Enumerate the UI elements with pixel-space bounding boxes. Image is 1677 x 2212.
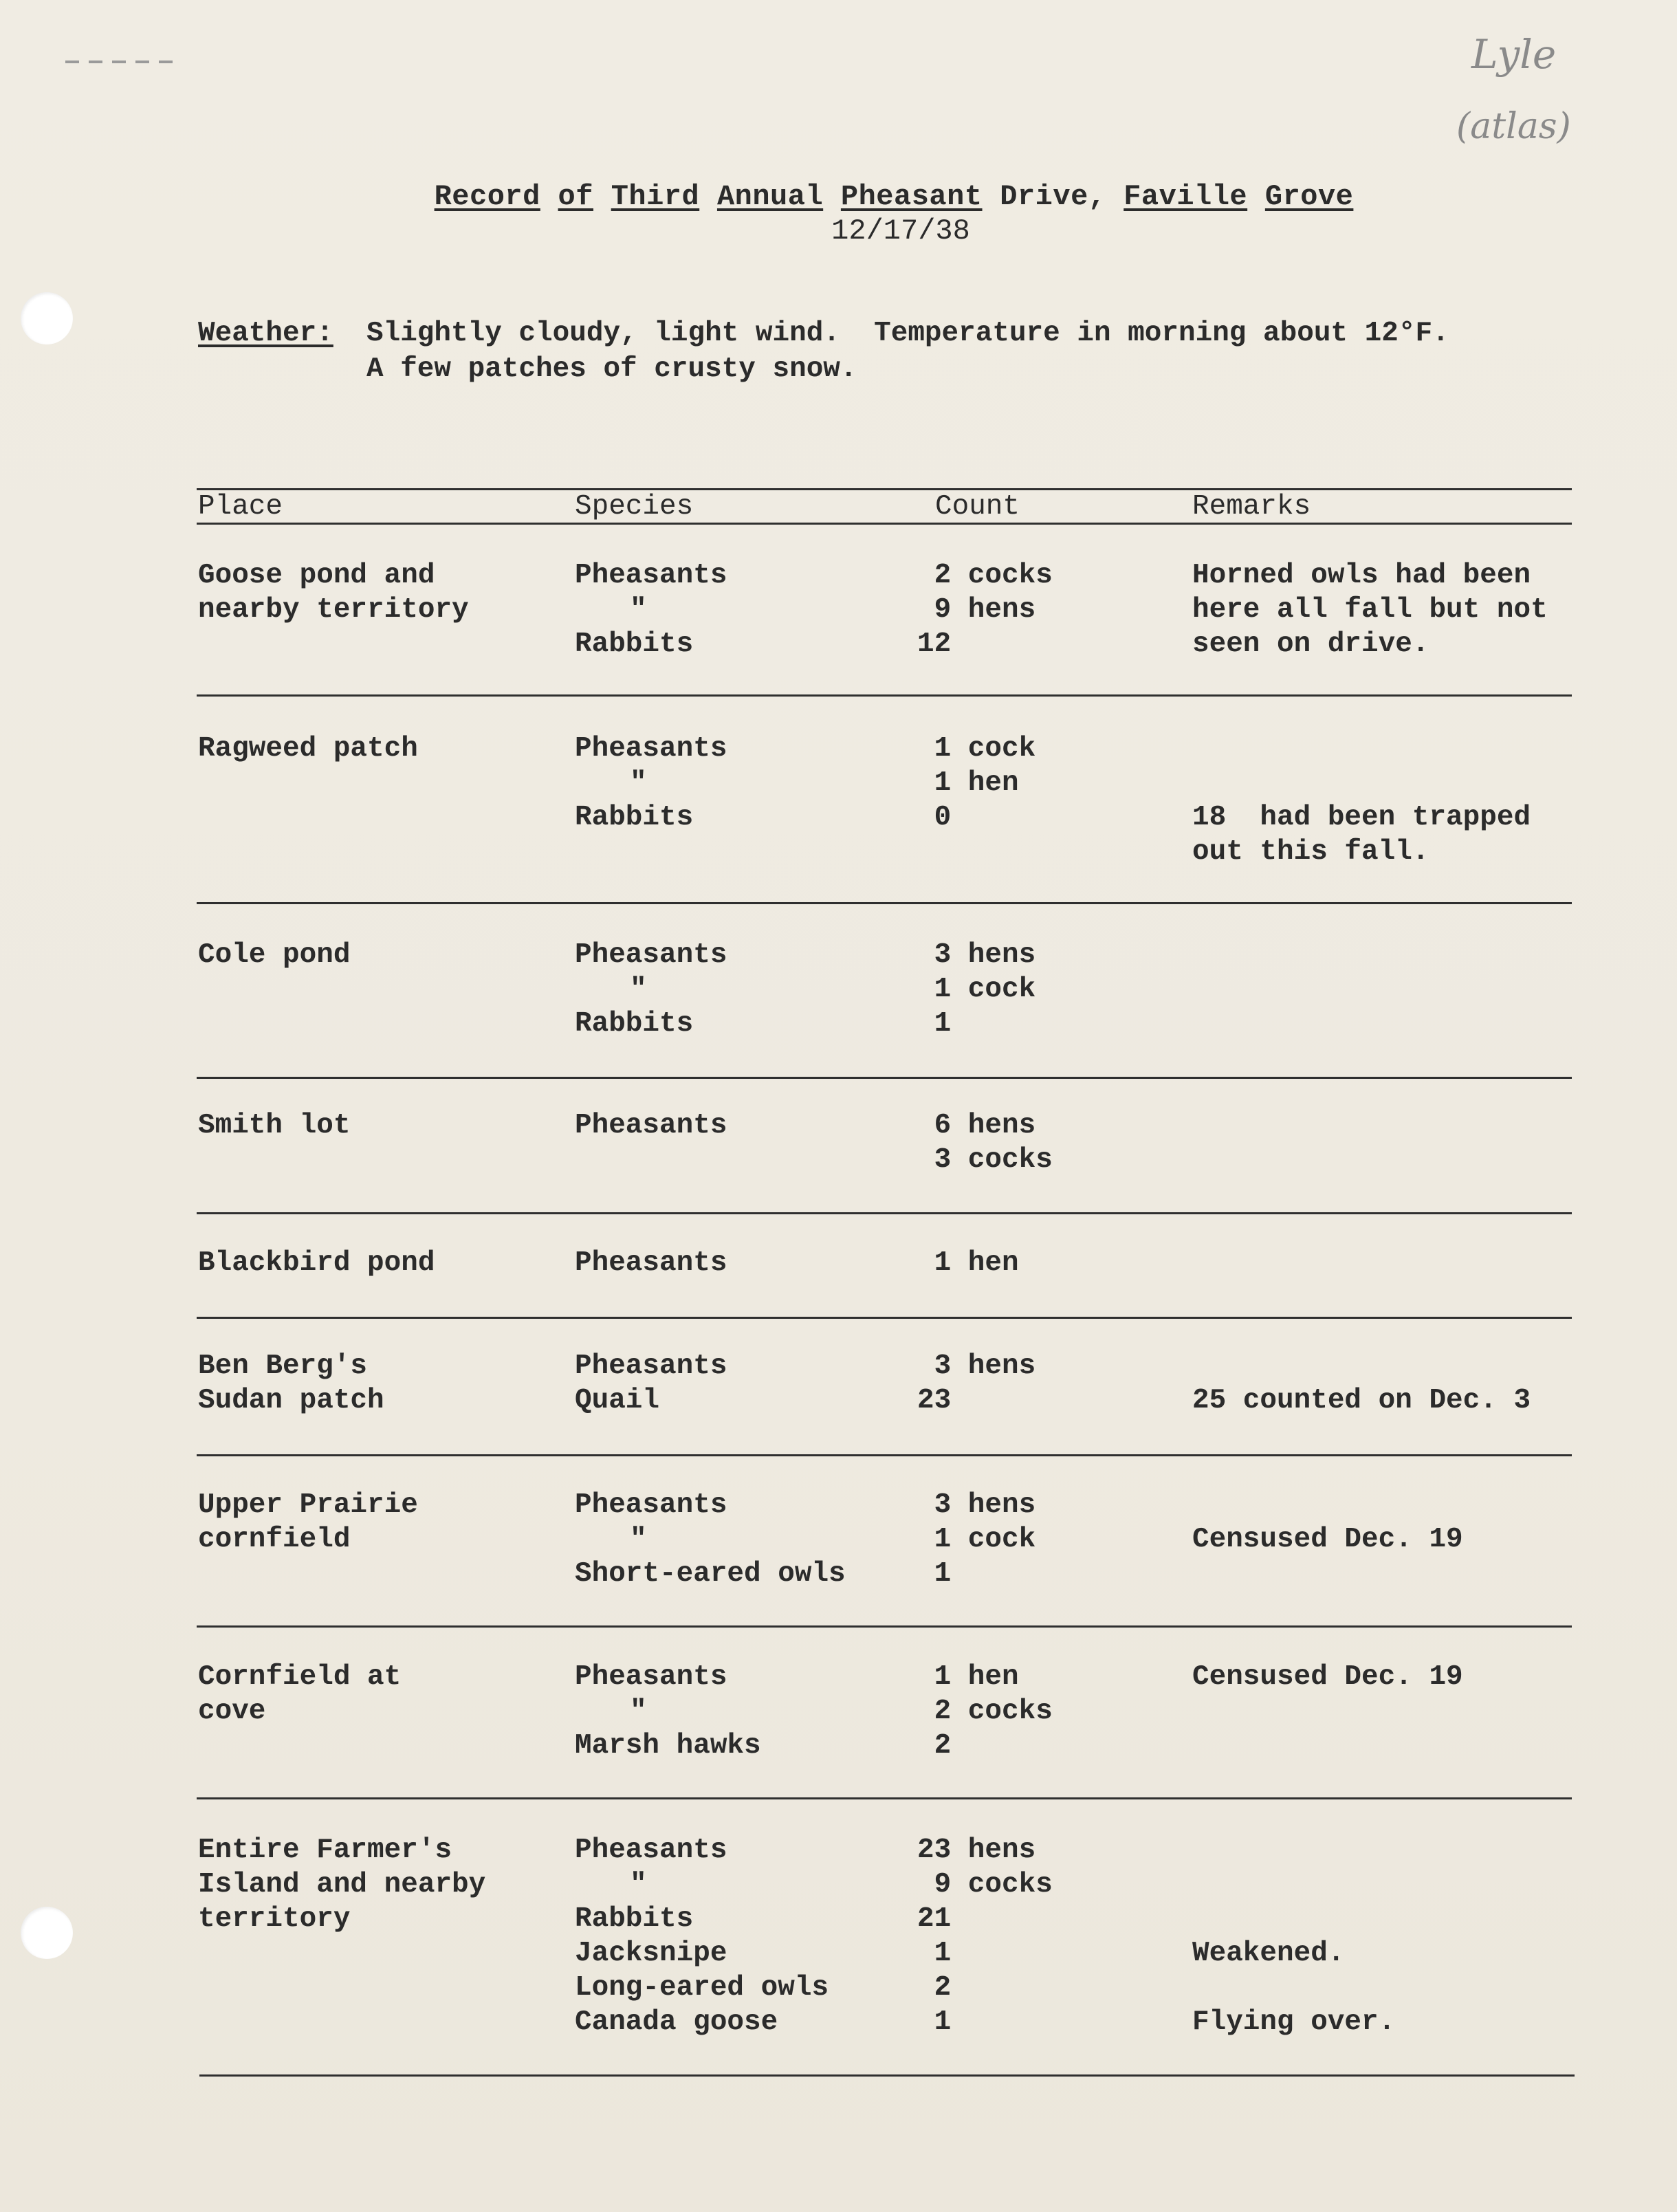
table-cell-count: 3 hens <box>917 1489 1036 1521</box>
table-cell-remarks: seen on drive. <box>1192 628 1429 660</box>
document-title <box>0 180 1677 213</box>
table-cell-species: Jacksnipe <box>575 1938 727 1969</box>
table-cell-count: 9 hens <box>917 594 1036 626</box>
table-cell-count: 9 cocks <box>917 1869 1053 1901</box>
table-cell-place: cornfield <box>198 1524 351 1555</box>
table-cell-count: 1 hen <box>917 767 1019 799</box>
table-cell-count: 2 <box>917 1972 952 2004</box>
table-cell-species: Pheasants <box>575 733 727 765</box>
column-header-remarks: Remarks <box>1192 491 1311 523</box>
table-cell-count: 3 hens <box>917 939 1036 971</box>
table-cell-species: Rabbits <box>575 628 694 660</box>
table-cell-species: Pheasants <box>575 939 727 971</box>
table-cell-remarks: Flying over. <box>1192 2006 1396 2038</box>
row-divider-rule <box>197 1797 1572 1799</box>
row-divider-rule <box>197 902 1572 904</box>
row-divider-rule <box>197 1317 1572 1319</box>
row-divider-rule <box>197 1454 1572 1456</box>
table-top-rule <box>197 488 1572 490</box>
title-word: Faville <box>1124 180 1248 213</box>
table-cell-remarks: Censused Dec. 19 <box>1192 1661 1463 1693</box>
table-cell-place: Smith lot <box>198 1110 351 1141</box>
table-cell-species: Pheasants <box>575 1350 727 1382</box>
title-word: of <box>558 180 593 213</box>
table-cell-species: Rabbits <box>575 1903 694 1935</box>
title-word: Drive, <box>1000 180 1106 213</box>
title-word: Third <box>611 180 700 213</box>
weather-label: Weather: <box>198 318 333 349</box>
table-cell-species: " <box>630 1696 647 1727</box>
punch-hole-top <box>21 292 73 344</box>
table-cell-count: 1 hen <box>917 1661 1019 1693</box>
table-cell-remarks: Weakened. <box>1192 1938 1345 1969</box>
table-cell-species: Pheasants <box>575 1110 727 1141</box>
table-cell-place: Cole pond <box>198 939 351 971</box>
table-cell-place: Entire Farmer's <box>198 1835 452 1866</box>
table-cell-count: 3 cocks <box>917 1144 1053 1176</box>
table-cell-species: Rabbits <box>575 802 694 833</box>
table-cell-place: Cornfield at <box>198 1661 402 1693</box>
table-cell-species: Quail <box>575 1385 660 1416</box>
table-cell-count: 1 cock <box>917 1524 1036 1555</box>
title-word: Record <box>434 180 540 213</box>
table-cell-species: " <box>630 594 647 626</box>
column-header-species: Species <box>575 491 694 523</box>
table-cell-species: Pheasants <box>575 1247 727 1279</box>
table-cell-count: 23 hens <box>917 1835 1036 1866</box>
table-cell-species: " <box>630 974 647 1005</box>
table-cell-species: Short-eared owls <box>575 1558 846 1590</box>
table-cell-place: Island and nearby <box>198 1869 486 1901</box>
table-cell-place: territory <box>198 1903 351 1935</box>
table-cell-species: " <box>630 767 647 799</box>
weather-line-2: A few patches of crusty snow. <box>366 353 857 385</box>
table-cell-count: 2 cocks <box>917 560 1053 591</box>
header-bottom-rule <box>197 523 1572 525</box>
handwritten-annotation: (atlas) <box>1456 106 1571 147</box>
table-cell-remarks: Horned owls had been <box>1192 560 1531 591</box>
table-cell-place: Goose pond and <box>198 560 435 591</box>
table-cell-count: 1 <box>917 1938 952 1969</box>
row-divider-rule <box>197 694 1572 697</box>
table-cell-place: cove <box>198 1696 266 1727</box>
document-date: 12/17/38 <box>831 215 970 248</box>
title-word: Grove <box>1264 180 1354 213</box>
table-cell-remarks: out this fall. <box>1192 836 1429 868</box>
table-cell-species: " <box>630 1524 647 1555</box>
pencil-mark <box>65 61 175 63</box>
table-cell-count: 1 cock <box>917 974 1036 1005</box>
handwritten-name: Lyle <box>1471 31 1557 78</box>
table-cell-species: Canada goose <box>575 2006 778 2038</box>
table-cell-count: 6 hens <box>917 1110 1036 1141</box>
table-cell-species: Rabbits <box>575 1008 694 1040</box>
table-cell-species: Pheasants <box>575 1661 727 1693</box>
table-cell-count: 1 <box>917 1008 952 1040</box>
table-cell-remarks: here all fall but not <box>1192 594 1548 626</box>
table-cell-place: Sudan patch <box>198 1385 384 1416</box>
table-cell-count: 1 cock <box>917 733 1036 765</box>
table-cell-count: 0 <box>917 802 952 833</box>
table-cell-count: 1 hen <box>917 1247 1019 1279</box>
table-cell-place: nearby territory <box>198 594 469 626</box>
table-cell-count: 2 <box>917 1730 952 1762</box>
table-cell-count: 23 <box>917 1385 952 1416</box>
row-divider-rule <box>197 1212 1572 1214</box>
table-cell-species: Marsh hawks <box>575 1730 761 1762</box>
table-cell-count: 2 cocks <box>917 1696 1053 1727</box>
table-cell-remarks: 25 counted on Dec. 3 <box>1192 1385 1531 1416</box>
table-cell-species: Pheasants <box>575 560 727 591</box>
row-divider-rule <box>197 1625 1572 1628</box>
table-cell-count: 3 hens <box>917 1350 1036 1382</box>
title-word: Annual <box>716 180 824 213</box>
weather-line-1: Slightly cloudy, light wind. Temperature in morning about 12°F. <box>366 318 1449 349</box>
table-cell-place: Upper Prairie <box>198 1489 418 1521</box>
table-cell-place: Blackbird pond <box>198 1247 435 1279</box>
table-cell-remarks: 18 had been trapped <box>1192 802 1531 833</box>
column-header-count: Count <box>935 491 1020 523</box>
table-cell-species: Pheasants <box>575 1489 727 1521</box>
table-cell-species: Pheasants <box>575 1835 727 1866</box>
table-cell-count: 21 <box>917 1903 952 1935</box>
table-cell-place: Ben Berg's <box>198 1350 368 1382</box>
table-cell-place: Ragweed patch <box>198 733 418 765</box>
table-cell-species: Long-eared owls <box>575 1972 829 2004</box>
table-cell-count: 1 <box>917 1558 952 1590</box>
table-cell-count: 1 <box>917 2006 952 2038</box>
row-divider-rule <box>199 2074 1575 2077</box>
row-divider-rule <box>197 1077 1572 1079</box>
table-cell-count: 12 <box>917 628 952 660</box>
table-cell-remarks: Censused Dec. 19 <box>1192 1524 1463 1555</box>
title-word: Pheasant <box>840 180 983 213</box>
table-cell-species: " <box>630 1869 647 1901</box>
column-header-place: Place <box>198 491 283 523</box>
punch-hole-bottom <box>21 1907 73 1959</box>
